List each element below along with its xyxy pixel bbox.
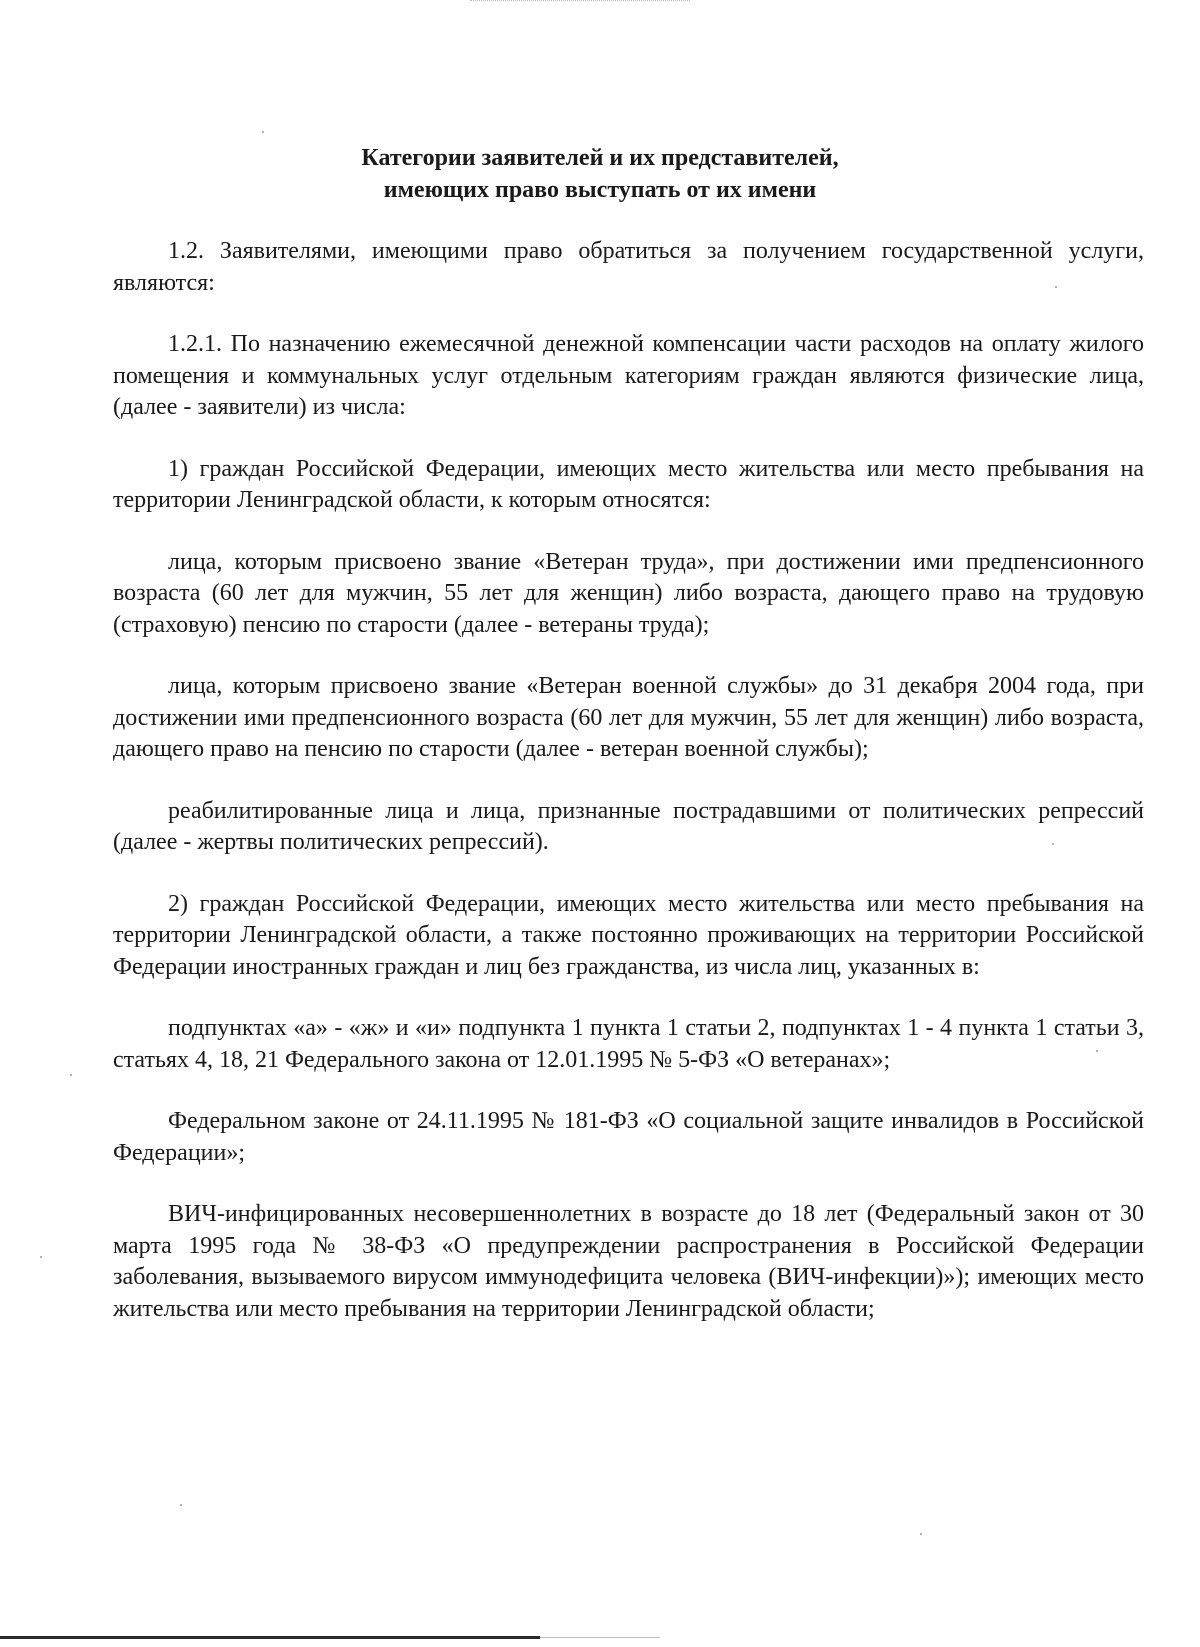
paragraph-repression-victims: реабилитированные лица и лица, признанные пострадавшими от политических репрессий (далее - жертвы политических репрессий). [113,797,1144,855]
paragraph-item-1: 1) граждан Российской Федерации, имеющих место жительства или место пребывания на территории Ленинградской области, к которым относятся: [113,455,1144,513]
document-body [113,236,1144,1355]
scan-speck [180,1504,182,1506]
paragraph-hiv-minors: ВИЧ-инфицированных несовершеннолетних в возрасте до 18 лет (Федеральный закон от 30 марта 1995 года № 38-ФЗ «О предупреждении распространения в Российской Федерации заболевания, вызываемого вирусом иммунодефицита человека (ВИЧ-инфекции)»); имеющих место жительства или место пребывания на территории Ленинградской области; [113,1201,1144,1322]
paragraph-disabled-law: Федеральном законе от 24.11.1995 № 181-ФЗ «О социальной защите инвалидов в Российской Федерации»; [113,1108,1144,1166]
scan-speck [70,1074,72,1076]
scan-bottom-edge [0,1636,540,1639]
paragraph-item-2: 2) граждан Российской Федерации, имеющих место жительства или место пребывания на территории Ленинградской области, а также постоянно проживающих на территории Российской Федерации иностранных граждан и лиц без гражданства, из числа лиц, указанных в: [113,890,1144,980]
scan-edge-mark [470,0,690,4]
paragraph-1-2-1: 1.2.1. По назначению ежемесячной денежной компенсации части расходов на оплату жилого помещения и коммунальных услуг отдельным категориям граждан являются физические лица, (далее - заявители) из числа: [113,331,1144,420]
title-line-2: имеющих право выступать от их имени [383,177,817,203]
paragraph-1-2: 1.2. Заявителями, имеющими право обратиться за получением государственной услуги, являются: [113,238,1144,296]
scan-speck [40,1256,42,1258]
paragraph-military-veterans: лица, которым присвоено звание «Ветеран военной службы» до 31 декабря 2004 года, при достижении ими предпенсионного возраста (60 лет для мужчин, 55 лет для женщин) либо возраста, дающего право на пенсию по старости (далее - ветеран военной службы); [113,673,1144,762]
document-title [100,142,1100,206]
title-line-1: Категории заявителей и их представителей, [361,145,839,171]
scan-speck [920,1533,922,1535]
scan-speck [262,131,264,133]
scan-bottom-edge-fade [540,1637,660,1638]
paragraph-veterans-law: подпунктах «а» - «ж» и «и» подпункта 1 пункта 1 статьи 2, подпунктах 1 - 4 пункта 1 статьи 3, статьях 4, 18, 21 Федерального закона от 12.01.1995 № 5-ФЗ «О ветеранах»; [113,1015,1144,1073]
paragraph-labor-veterans: лица, которым присвоено звание «Ветеран труда», при достижении ими предпенсионного возраста (60 лет для мужчин, 55 лет для женщин) либо возраста, дающего право на трудовую (страховую) пенсию по старости (далее - ветераны труда); [113,548,1144,638]
